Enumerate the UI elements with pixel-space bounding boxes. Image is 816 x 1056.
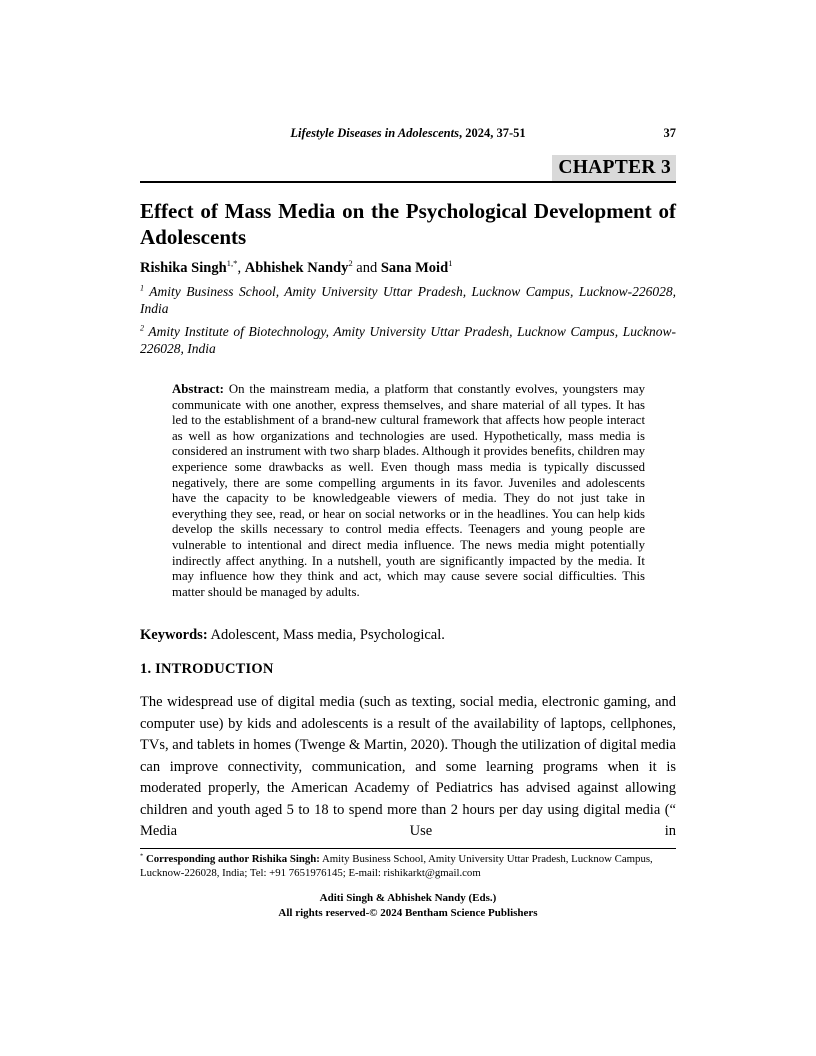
affiliation-1 xyxy=(140,283,676,317)
article-title: Effect of Mass Media on the Psychological Development of Adolescents xyxy=(140,199,676,249)
running-header xyxy=(140,126,676,142)
affiliation-2 xyxy=(140,323,676,357)
keywords-label: Keywords: xyxy=(140,627,208,644)
footnote-bold: Corresponding author Rishika Singh: xyxy=(145,852,320,865)
author-separator: and xyxy=(352,260,381,276)
author-affiliation-marker: 1,* xyxy=(226,258,238,269)
affiliation-text: Amity Business School, Amity University Uttar Pradesh, Lucknow Campus, Lucknow-226028, India xyxy=(140,284,676,316)
affiliation-marker: 2 xyxy=(140,323,145,333)
journal-name: Lifestyle Diseases in Adolescents xyxy=(290,126,459,140)
page-number: 37 xyxy=(663,126,676,140)
footnote-marker: * xyxy=(140,852,144,860)
author-name: Sana Moid xyxy=(380,260,449,276)
chapter-label: CHAPTER 3 xyxy=(552,155,676,181)
rights-line: All rights reserved-© 2024 Bentham Science Publishers xyxy=(278,907,538,920)
corresponding-author-footnote xyxy=(140,853,676,881)
keywords-text: Adolescent, Mass media, Psychological. xyxy=(210,627,445,644)
abstract xyxy=(172,382,645,600)
footnote-text: Amity Business School, Amity University Uttar Pradesh, Lucknow Campus, Lucknow-226028, India; Tel: +91 7651976145; E-mail: rishikarkt@gmail.com xyxy=(140,852,653,879)
author-affiliation-marker: 2 xyxy=(348,258,353,269)
intro-paragraph: The widespread use of digital media (such as texting, social media, electronic gaming, and computer use) by kids and adolescents is a result of the availability of laptops, cellphones, TVs, and tablets in homes (Twenge & Martin, 2020). Though the utilization of digital media can improve connectivity, communication, and some learning programs when it is moderated properly, the American Academy of Pediatrics has advised against allowing children and youth aged 5 to 18 to spend more than 2 hours per day using digital media (“ Media Use in xyxy=(140,694,676,840)
footnote-divider xyxy=(140,848,676,849)
abstract-text: On the mainstream media, a platform that constantly evolves, youngsters may communicate with one another, express themselves, and share material of all types. It has led to the establishment of a brand-new cultural framework that affects how people interact as well as how organizations and technologies are used. Hypothetically, mass media is considered an instrument with two sharp blades. Although it provides benefits, children may experience some drawbacks as well. Even though mass media is typically discussed negatively, there are some compelling arguments in its favor. Juveniles and adolescents have the capacity to be knowledgeable viewers of media. They do not just take in everything they see, read, or hear on social networks or in the headlines. You can help kids develop the skills necessary to control media effects. Teenagers and young people are vulnerable to intentional and direct media influence. The news media might potentially indirectly affect anything. In a nutshell, youth are significantly impacted by the media. It may influence how they think and act, which may cause severe social difficulties. This matter should be managed by adults. xyxy=(172,382,646,599)
author-separator: , xyxy=(237,260,245,276)
footer-credits xyxy=(140,891,676,921)
chapter-banner xyxy=(140,155,676,183)
keywords xyxy=(140,627,676,644)
editors-line: Aditi Singh & Abhishek Nandy (Eds.) xyxy=(319,892,497,905)
running-header-title xyxy=(290,126,525,140)
affiliation-marker: 1 xyxy=(140,283,145,293)
author-name: Rishika Singh xyxy=(140,260,227,276)
author-name: Abhishek Nandy xyxy=(244,260,349,276)
author-affiliation-marker: 1 xyxy=(448,258,453,269)
authors-line xyxy=(140,260,676,277)
abstract-label: Abstract: xyxy=(172,382,224,396)
section-heading-introduction: 1. INTRODUCTION xyxy=(140,661,274,678)
issue-info: , 2024, 37-51 xyxy=(458,126,526,140)
affiliation-text: Amity Institute of Biotechnology, Amity University Uttar Pradesh, Lucknow Campus, Lucknow-226028, India xyxy=(140,324,676,356)
